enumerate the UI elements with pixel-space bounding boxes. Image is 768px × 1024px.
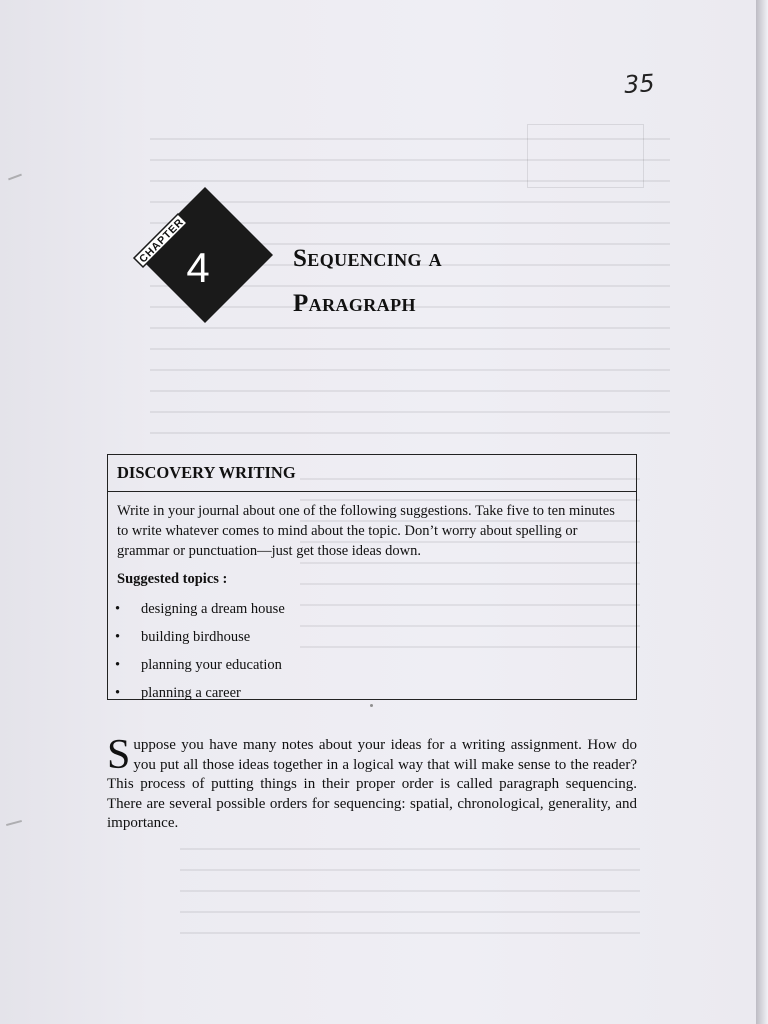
scan-mark	[370, 704, 373, 707]
chapter-title	[293, 236, 442, 326]
bullet-icon: •	[115, 685, 121, 701]
topic-text: planning your education	[141, 657, 282, 673]
body-paragraph-text: uppose you have many notes about your ideas for a writing assignment. How do you put all those ideas together in a logical way that will make sense to the reader? This process of putting things in their proper order is called paragraph sequencing. There are several possible orders for sequencing: spatial, chronological, generality, and importance.	[107, 737, 637, 831]
topic-list	[108, 595, 636, 707]
discovery-writing-title: DISCOVERY WRITING	[108, 455, 636, 492]
body-paragraph	[107, 732, 637, 834]
bullet-icon: •	[115, 629, 121, 645]
bleed-through-box	[527, 124, 644, 188]
bullet-icon: •	[115, 601, 121, 617]
chapter-title-line-2: Paragraph	[293, 290, 416, 317]
bullet-icon: •	[115, 657, 121, 673]
discovery-writing-intro: Write in your journal about one of the following suggestions. Take five to ten minutes to write whatever comes to mind about the topic. Don’t worry about spelling or grammar or punctuation—just get those ideas down.	[117, 503, 615, 559]
chapter-title-line-1: Sequencing a	[293, 245, 442, 272]
suggested-topics-label: Suggested topics :	[117, 571, 228, 587]
chapter-badge	[120, 185, 290, 325]
chapter-number: 4	[186, 244, 210, 291]
topic-item	[108, 595, 636, 623]
page-number: 35	[623, 68, 656, 100]
page-edge	[756, 0, 768, 1024]
discovery-writing-box	[107, 454, 637, 700]
drop-cap: S	[107, 732, 131, 778]
chapter-diamond-icon	[120, 185, 290, 325]
topic-item	[108, 679, 636, 707]
bleed-through-text	[180, 840, 640, 935]
scan-mark	[8, 174, 22, 181]
scan-mark	[6, 820, 22, 826]
chapter-badge-label: CHAPTER	[137, 216, 187, 266]
topic-item	[108, 623, 636, 651]
topic-item	[108, 651, 636, 679]
topic-text: designing a dream house	[141, 601, 285, 617]
topic-text: building birdhouse	[141, 629, 251, 645]
topic-text: planning a career	[141, 685, 241, 701]
